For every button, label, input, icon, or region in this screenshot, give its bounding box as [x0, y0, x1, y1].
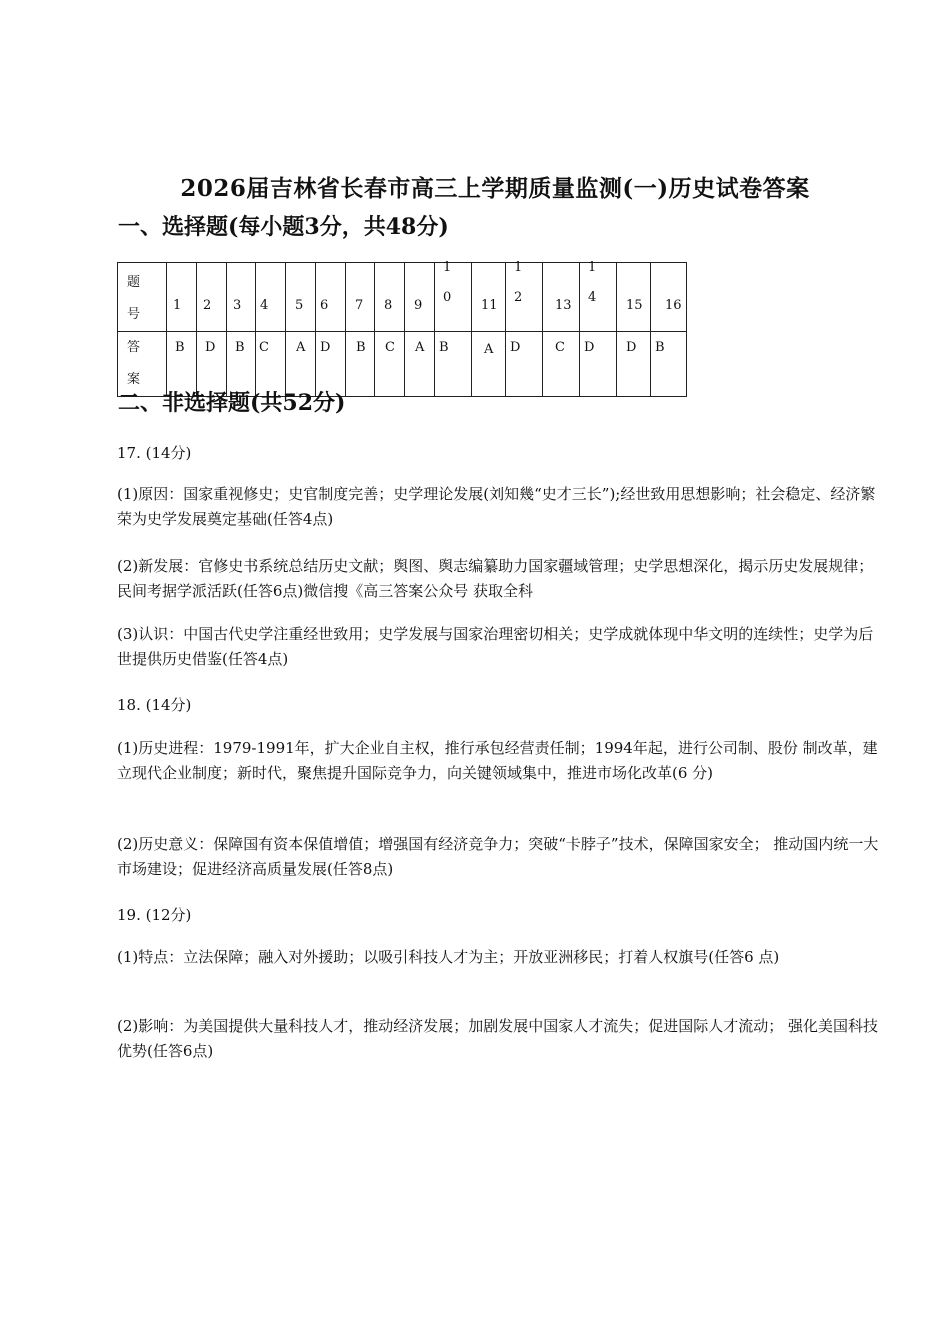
question-19-part-1: (1)特点：立法保障；融入对外援助；以吸引科技人才为主；开放亚洲移民；打着人权旗号(任答6 点) [117, 948, 780, 966]
table-cell-number [472, 263, 506, 332]
table-cell-answer [346, 332, 375, 397]
table-cell-number [405, 263, 435, 332]
answer-letter: A [484, 342, 494, 357]
table-cell-number [617, 263, 651, 332]
table-cell-number [197, 263, 227, 332]
table-cell-number [375, 263, 405, 332]
table-cell-answer [617, 332, 651, 397]
question-number: 4 [260, 298, 269, 313]
answer-letter: D [584, 340, 595, 355]
table-cell-number [651, 263, 687, 332]
question-17-header: 17. (14分) [117, 444, 192, 462]
answer-table [117, 262, 687, 397]
row-label-number: 题号 [127, 275, 141, 322]
question-number: 2 [203, 298, 212, 313]
table-cell-answer [472, 332, 506, 397]
question-19-part-2: (2)影响：为美国提供大量科技人才，推动经济发展；加剧发展中国家人才流失；促进国际人才流动； 强化美国科技优势(任答6点) [117, 1017, 879, 1060]
document-title: 2026届吉林省长春市高三上学期质量监测(一)历史试卷答案 [180, 175, 810, 202]
question-number: 8 [384, 298, 393, 313]
table-cell-number [580, 260, 617, 332]
question-number: 3 [233, 298, 242, 313]
question-number: 13 [555, 298, 572, 313]
answer-letter: C [385, 340, 395, 355]
table-cell-number [256, 263, 286, 332]
question-18-header: 18. (14分) [117, 696, 192, 714]
table-cell-number [543, 263, 580, 332]
table-cell-number [316, 263, 346, 332]
table-cell-answer [580, 332, 617, 397]
answer-letter: C [259, 340, 269, 355]
question-18-part-2: (2)历史意义：保障国有资本保值增值；增强国有经济竞争力；突破“卡脖子”技术，保障国家安全； 推动国内统一大市场建设；促进经济高质量发展(任答8点) [117, 835, 879, 878]
section-heading-nonchoice: 二、非选择题(共52分) [118, 390, 346, 416]
question-number: 10 [443, 260, 452, 305]
table-cell-header [118, 263, 167, 332]
table-cell-answer [543, 332, 580, 397]
question-number: 6 [320, 298, 329, 313]
answer-letter: B [235, 340, 245, 355]
table-cell-number [506, 260, 543, 332]
question-17-part-3: (3)认识：中国古代史学注重经世致用；史学发展与国家治理密切相关；史学成就体现中华文明的连续性；史学为后世提供历史借鉴(任答4点) [117, 625, 874, 668]
table-cell-number [286, 263, 316, 332]
question-number: 7 [355, 298, 364, 313]
question-number: 15 [626, 298, 643, 313]
question-number: 16 [665, 298, 682, 313]
answer-letter: C [555, 340, 565, 355]
table-cell-answer [506, 332, 543, 397]
answer-letter: D [510, 340, 521, 355]
answer-letter: D [626, 340, 637, 355]
answer-letter: B [439, 340, 449, 355]
answer-letter: B [356, 340, 366, 355]
question-number: 12 [514, 260, 523, 305]
answer-letter: A [296, 340, 306, 355]
table-cell-answer [405, 332, 435, 397]
table-cell-answer [435, 332, 472, 397]
question-17-part-1: (1)原因：国家重视修史；史官制度完善；史学理论发展(刘知幾“史才三长”);经世致用思想影响；社会稳定、经济繁荣为史学发展奠定基础(任答4点) [117, 485, 876, 528]
answer-letter: D [320, 340, 331, 355]
answer-letter: B [175, 340, 185, 355]
question-number: 11 [481, 298, 498, 313]
table-row-numbers [118, 263, 687, 332]
answer-letter: D [205, 340, 216, 355]
table-cell-answer [375, 332, 405, 397]
row-label-answer: 答案 [127, 340, 141, 387]
question-number: 1 [173, 298, 182, 313]
table-cell-number [435, 260, 472, 332]
question-number: 5 [295, 298, 304, 313]
section-heading-choice: 一、选择题(每小题3分，共48分) [118, 214, 449, 240]
question-19-header: 19. (12分) [117, 906, 192, 924]
question-number: 14 [588, 260, 597, 305]
table-cell-number [227, 263, 256, 332]
table-cell-number [167, 263, 197, 332]
question-number: 9 [414, 298, 423, 313]
answer-letter: A [415, 340, 425, 355]
answer-letter: B [655, 340, 665, 355]
question-17-part-2: (2)新发展：官修史书系统总结历史文献；舆图、舆志编纂助力国家疆域管理；史学思想深化，揭示历史发展规律；民间考据学派活跃(任答6点)微信搜《高三答案公众号 获取全科 [117, 557, 874, 600]
question-18-part-1: (1)历史进程：1979-1991年，扩大企业自主权，推行承包经营责任制；1994年起，进行公司制、股份 制改革，建立现代企业制度；新时代，聚焦提升国际竞争力，向关键领域集中，推进市场化改革(6 分) [117, 739, 878, 782]
table-cell-number [346, 263, 375, 332]
table-cell-answer [651, 332, 687, 397]
